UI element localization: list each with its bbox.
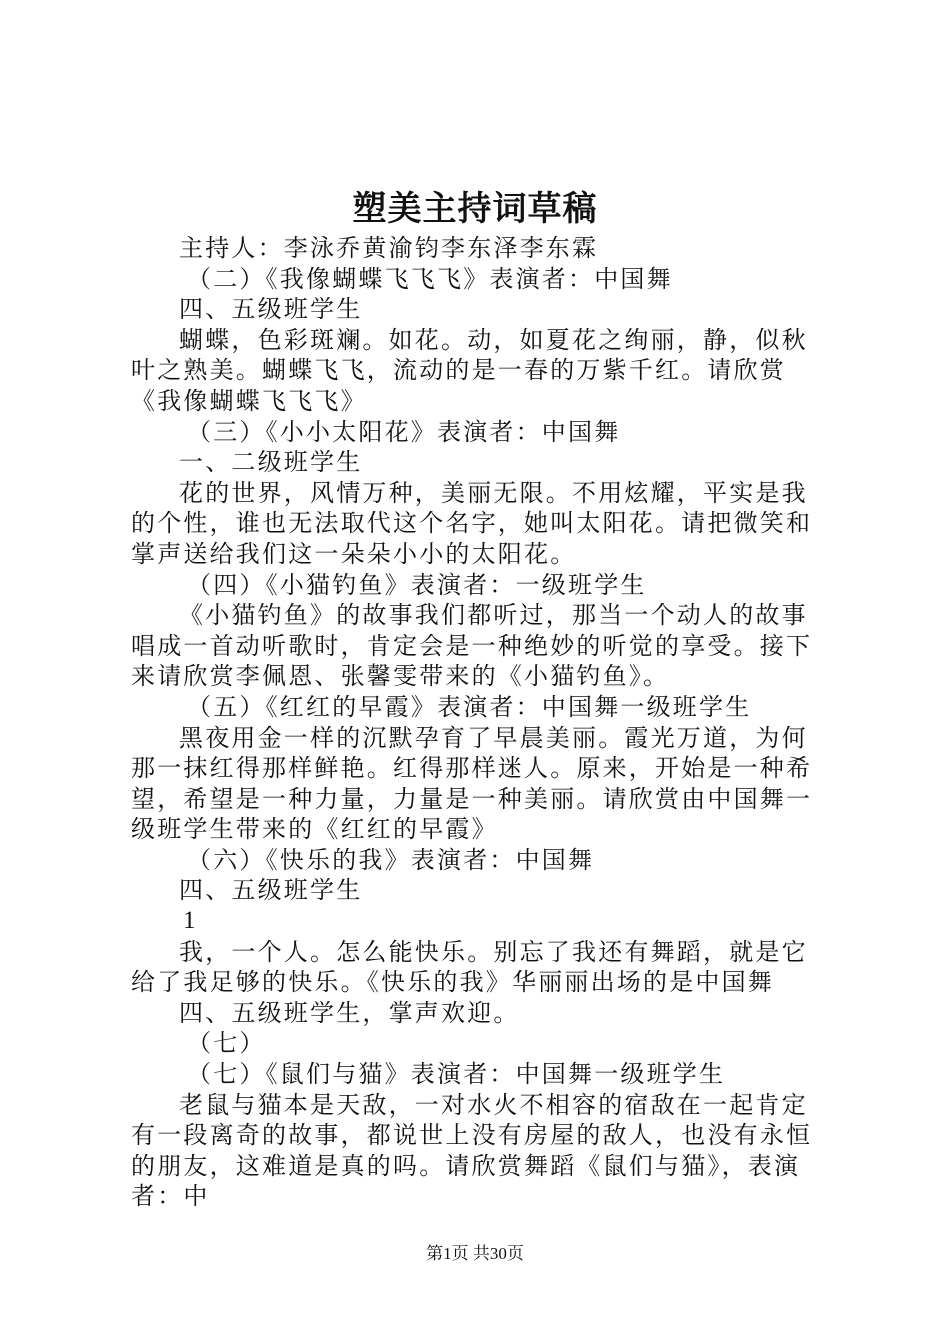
paragraph: 四、五级班学生 xyxy=(179,876,363,905)
paragraph: 《小猫钓鱼》的故事我们都听过，那当一个动人的故事唱成一首动听歌时，肯定会是一种绝妙的听觉的享受。接下来请欣赏李佩恩、张馨雯带来的《小猫钓鱼》。 xyxy=(131,601,813,691)
document-title: 塑美主持词草稿 xyxy=(352,189,598,229)
paragraph: 蝴蝶，色彩斑斓。如花。动，如夏花之绚丽，静，似秋叶之熟美。蝴蝶飞飞，流动的是一春的万紫千红。请欣赏《我像蝴蝶飞飞飞》 xyxy=(131,325,808,415)
paragraph: （三）《小小太阳花》表演者：中国舞 xyxy=(187,417,621,446)
document-body xyxy=(131,233,831,1212)
paragraph: （四）《小猫钓鱼》表演者：一级班学生 xyxy=(187,570,647,599)
paragraph: （六）《快乐的我》表演者：中国舞 xyxy=(187,845,595,874)
paragraph: 老鼠与猫本是天敌，一对水火不相容的宿敌在一起肯定有一段离奇的故事，都说世上没有房屋的敌人，也没有永恒的朋友，这难道是真的吗。请欣赏舞蹈《鼠们与猫》，表演者：中 xyxy=(131,1090,813,1211)
paragraph: 花的世界，风情万种，美丽无限。不用炫耀，平实是我的个性，谁也无法取代这个名字，她叫太阳花。请把微笑和掌声送给我们这一朵朵小小的太阳花。 xyxy=(131,478,813,568)
paragraph: （七） xyxy=(187,1029,266,1058)
paragraph: （七）《鼠们与猫》表演者：中国舞一级班学生 xyxy=(187,1060,726,1089)
paragraph: （二）《我像蝴蝶飞飞飞》表演者：中国舞 xyxy=(187,264,673,293)
paragraph: 四、五级班学生，掌声欢迎。 xyxy=(179,998,520,1027)
paragraph: 四、五级班学生 xyxy=(179,295,363,324)
paragraph: 我，一个人。怎么能快乐。别忘了我还有舞蹈，就是它给了我足够的快乐。《快乐的我》华丽丽出场的是中国舞 xyxy=(131,937,808,997)
paragraph: （五）《红红的早霞》表演者：中国舞一级班学生 xyxy=(187,692,752,721)
paragraph: 1 xyxy=(183,907,198,935)
paragraph: 主持人：李泳乔黄渝钧李东泽李东霖 xyxy=(179,234,599,262)
page-footer: 第1页 共30页 xyxy=(426,1244,524,1263)
paragraph: 黑夜用金一样的沉默孕育了早晨美丽。霞光万道，为何那一抹红得那样鲜艳。红得那样迷人。原来，开始是一种希望，希望是一种力量，力量是一种美丽。请欣赏由中国舞一级班学生带来的《红红的早霞》 xyxy=(131,723,813,844)
paragraph: 一、二级班学生 xyxy=(179,448,363,477)
